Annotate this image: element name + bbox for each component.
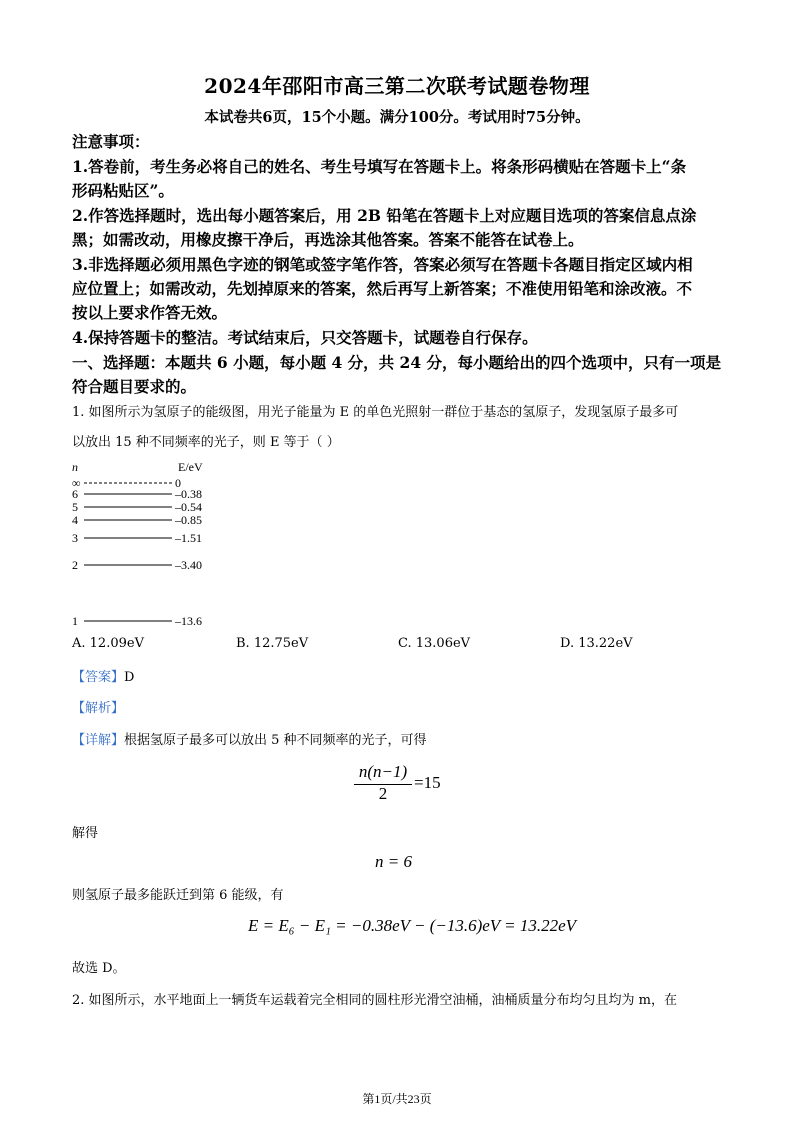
exam-info: 本试卷共6页，15个小题。满分100分。考试用时75分钟。 (204, 109, 590, 126)
answer-value: D (124, 670, 135, 685)
section-heading-a: 一、选择题：本题共 6 小题，每小题 4 分，共 24 分，每小题给出的四个选项中，只有一项是 (72, 353, 722, 372)
answer-line (72, 666, 134, 685)
level-energy-label: –13.6 (175, 614, 202, 628)
answer-tag: 【答案】 (72, 670, 125, 685)
then-text: 则氢原子最多能跃迁到第 6 能级，有 (72, 888, 284, 903)
q1-option-a[interactable]: A. 12.09eV (72, 636, 144, 651)
notice-item-4: 4.保持答题卡的整洁。考试结束后，只交答题卡，试题卷自行保存。 (72, 328, 538, 347)
notice-heading: 注意事项： (72, 132, 150, 151)
fraction-numerator: n(n−1) (358, 762, 408, 781)
solve-label: 解得 (72, 826, 99, 841)
level-energy-label: –0.38 (175, 487, 202, 501)
level-n-label: 3 (72, 531, 78, 545)
n-axis-label: n (72, 460, 78, 474)
q1-option-b[interactable]: B. 12.75eV (236, 636, 309, 651)
level-energy-label: –0.85 (175, 513, 202, 527)
level-energy-label: –3.40 (175, 558, 202, 572)
fraction-rhs: =15 (414, 773, 441, 792)
q1-stem-b: 以放出 15 种不同频率的光子，则 E 等于（ ） (72, 435, 340, 450)
equation-fraction (352, 762, 442, 806)
notice-item-1b: 形码粘贴区”。 (72, 181, 174, 200)
q1-stem-a: 1. 如图所示为氢原子的能级图，用光子能量为 E 的单色光照射一群位于基态的氢原子，发现氢原子最多可 (72, 405, 679, 420)
level-energy-label: 0 (175, 476, 181, 490)
level-energy-label: –0.54 (175, 500, 202, 514)
level-n-label: 4 (72, 513, 78, 527)
notice-item-3a: 3.非选择题必须用黑色字迹的钢笔或签字笔作答，答案必须写在答题卡各题目指定区域内相 (72, 255, 693, 274)
analysis-tag: 【解析】 (72, 701, 125, 716)
section-heading-b: 符合题目要求的。 (72, 377, 197, 396)
notice-item-2a: 2.作答选择题时，选出每小题答案后，用 2B 铅笔在答题卡上对应题目选项的答案信息点涂 (72, 206, 697, 225)
page-number: 第1页/共23页 (362, 1092, 432, 1106)
notice-item-2b: 黑；如需改动，用橡皮擦干净后，再选涂其他答案。答案不能答在试卷上。 (72, 230, 584, 249)
level-n-label: 6 (72, 487, 78, 501)
detail-text: 根据氢原子最多可以放出 5 种不同频率的光子，可得 (124, 733, 427, 748)
level-n-label: 1 (72, 614, 78, 628)
notice-item-3b: 应位置上；如需改动，先划掉原来的答案，然后再写上新答案；不准使用铅笔和涂改液。不 (72, 279, 693, 298)
level-n-label: ∞ (72, 476, 81, 490)
detail-tag: 【详解】 (72, 733, 125, 748)
notice-item-1a: 1.答卷前，考生务必将自己的姓名、考生号填写在答题卡上。将条形码横贴在答题卡上“条 (72, 157, 687, 176)
level-n-label: 5 (72, 500, 78, 514)
energy-level-diagram (60, 455, 260, 635)
equation-n: n = 6 (375, 852, 412, 871)
level-energy-label: –1.51 (175, 531, 202, 545)
e-axis-label: E/eV (178, 460, 203, 474)
page-title: 2024年邵阳市高三第二次联考试题卷物理 (204, 74, 590, 98)
q1-option-d[interactable]: D. 13.22eV (560, 636, 633, 651)
q1-option-c[interactable]: C. 13.06eV (398, 636, 471, 651)
notice-item-3c: 按以上要求作答无效。 (72, 303, 228, 322)
level-n-label: 2 (72, 558, 78, 572)
q2-stem: 2. 如图所示，水平地面上一辆货车运载着完全相同的圆柱形光滑空油桶，油桶质量分布均匀且均为 m，在 (72, 993, 677, 1008)
detail-line (72, 729, 427, 748)
conclusion: 故选 D。 (72, 961, 126, 976)
equation-energy: E = E₆ − E₁ = −0.38eV − (−13.6)eV = 13.22eV (248, 916, 577, 935)
fraction-denominator: 2 (378, 784, 388, 803)
